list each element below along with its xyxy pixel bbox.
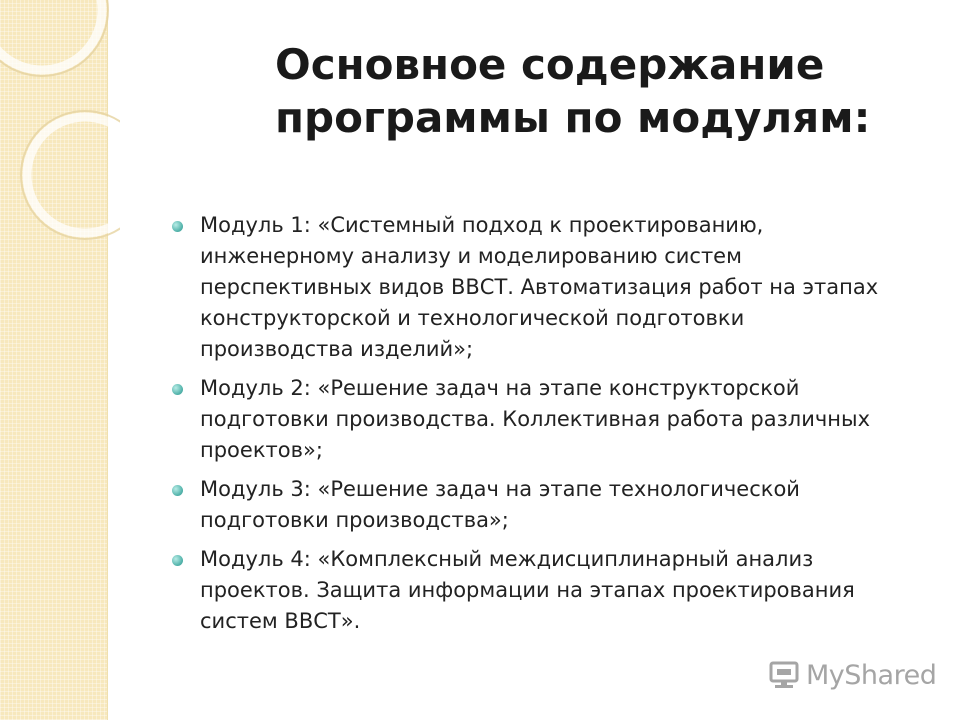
list-item (165, 474, 885, 536)
list-item (165, 373, 885, 466)
module-4-text: Модуль 4: «Комплексный междисциплинарный анализ проектов. Защита информации на этапах проектирования систем ВВСТ». (200, 547, 855, 633)
list-item (165, 210, 885, 365)
module-2-text: Модуль 2: «Решение задач на этапе конструкторской подготовки производства. Коллективная работа различных проектов»; (200, 376, 871, 462)
module-1-text: Модуль 1: «Системный подход к проектированию, инженерному анализу и моделированию систем перспективных видов ВВСТ. Автоматизация работ на этапах конструкторской и технологической подготовки производства изделий»; (200, 213, 879, 361)
watermark-text: MyShared (806, 659, 937, 691)
bullet-icon (172, 384, 183, 395)
bullet-icon (172, 221, 183, 232)
slide-title (275, 38, 915, 144)
watermark (768, 655, 936, 695)
bullet-icon (172, 555, 183, 566)
monitor-icon (768, 660, 800, 690)
title-line-2: программы по модулям: (275, 93, 871, 142)
decorative-rings (0, 0, 120, 260)
title-line-1: Основное содержание (275, 40, 825, 89)
module-3-text: Модуль 3: «Решение задач на этапе технологической подготовки производства»; (200, 477, 800, 532)
list-item (165, 544, 885, 637)
module-list (165, 210, 885, 645)
bullet-icon (172, 485, 183, 496)
